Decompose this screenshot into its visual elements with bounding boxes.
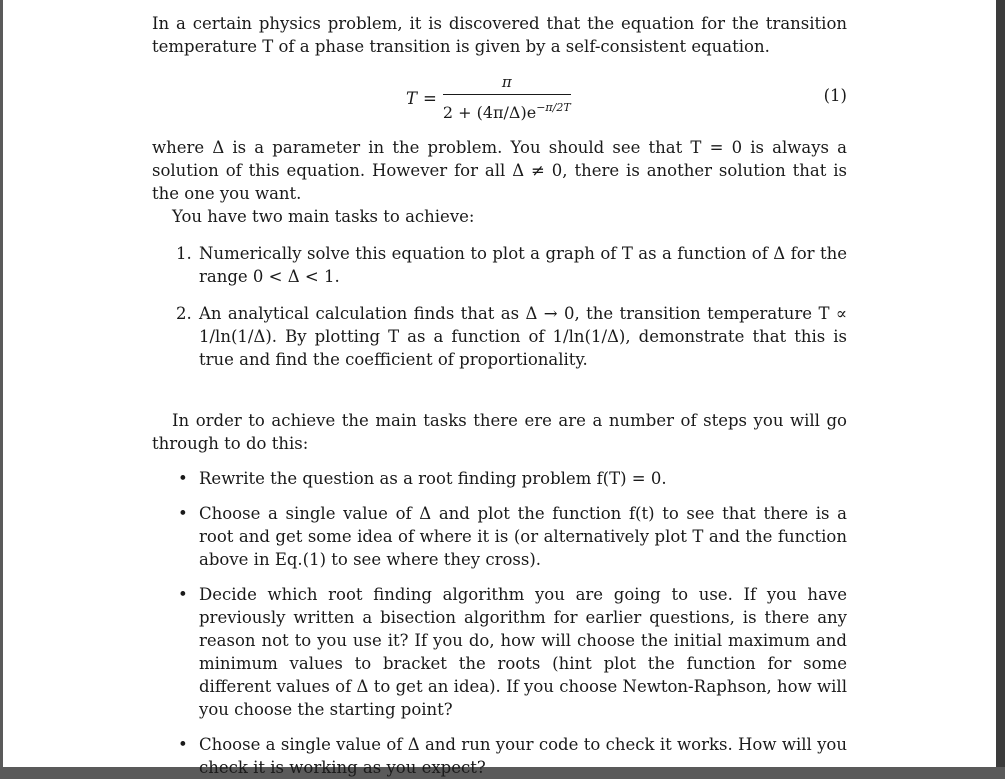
task-text: An analytical calculation finds that as Δ → 0, the transition temperature T ∝ 1/ln(1/Δ). By plotting T as a function of 1/ln(1/Δ), demonstrate that this is true and find the coefficient of proportionality.: [199, 304, 847, 369]
step-item: [152, 467, 847, 490]
equation-denominator-base: 2 + (4π/Δ)e: [442, 103, 537, 122]
task-item: [152, 302, 847, 371]
equation: [406, 72, 571, 124]
equation-exponent: −π/2T: [536, 101, 571, 114]
steps-intro: In order to achieve the main tasks there ere are a number of steps you will go through to do this:: [152, 411, 847, 453]
equation-fraction: [443, 72, 571, 124]
step-text: Rewrite the question as a root finding problem f(T) = 0.: [199, 469, 667, 488]
bullet-marker: •: [178, 504, 188, 523]
intro-paragraph: In a certain physics problem, it is discovered that the equation for the transition temperature T of a phase transition is given by a self-consistent equation.: [152, 14, 847, 56]
section-gap: [152, 371, 847, 409]
equation-label: (1): [823, 86, 847, 105]
step-item: [152, 583, 847, 721]
document-content: [152, 12, 847, 779]
step-text: Choose a single value of Δ and run your code to check it works. How will you check it is working as you expect?: [199, 735, 847, 777]
task-number: 2.: [176, 304, 192, 323]
step-item: [152, 733, 847, 779]
task-text: Numerically solve this equation to plot a graph of T as a function of Δ for the range 0 < Δ < 1.: [199, 244, 847, 286]
bullet-marker: •: [178, 585, 188, 604]
tasks-intro: You have two main tasks to achieve:: [172, 207, 475, 226]
task-list: [152, 242, 847, 371]
bullet-marker: •: [178, 469, 188, 488]
where-paragraph: where Δ is a parameter in the problem. You should see that T = 0 is always a solution of this equation. However for all Δ ≠ 0, there is another solution that is the one you want.: [152, 138, 847, 203]
equation-numerator: π: [501, 73, 512, 91]
equation-equals: =: [423, 88, 437, 108]
equation-denominator: [443, 95, 571, 124]
task-number: 1.: [176, 244, 192, 263]
viewer-scrollbar-edge: [996, 0, 1005, 767]
step-item: [152, 502, 847, 571]
equation-block: [152, 66, 847, 128]
document-page: [3, 0, 996, 777]
bullet-marker: •: [178, 735, 188, 754]
equation-lhs: T: [406, 88, 418, 108]
step-text: Decide which root finding algorithm you are going to use. If you have previously written a bisection algorithm for earlier questions, is there any reason not to you use it? If you do, how will choose the initial maximum and minimum values to bracket the roots (hint plot the function for some different values of Δ to get an idea). If you choose Newton-Raphson, how will you choose the starting point?: [199, 585, 847, 719]
task-item: [152, 242, 847, 288]
steps-list: [152, 467, 847, 779]
step-text: Choose a single value of Δ and plot the function f(t) to see that there is a root and get some idea of where it is (or alternatively plot T and the function above in Eq.(1) to see where they cross).: [199, 504, 847, 569]
